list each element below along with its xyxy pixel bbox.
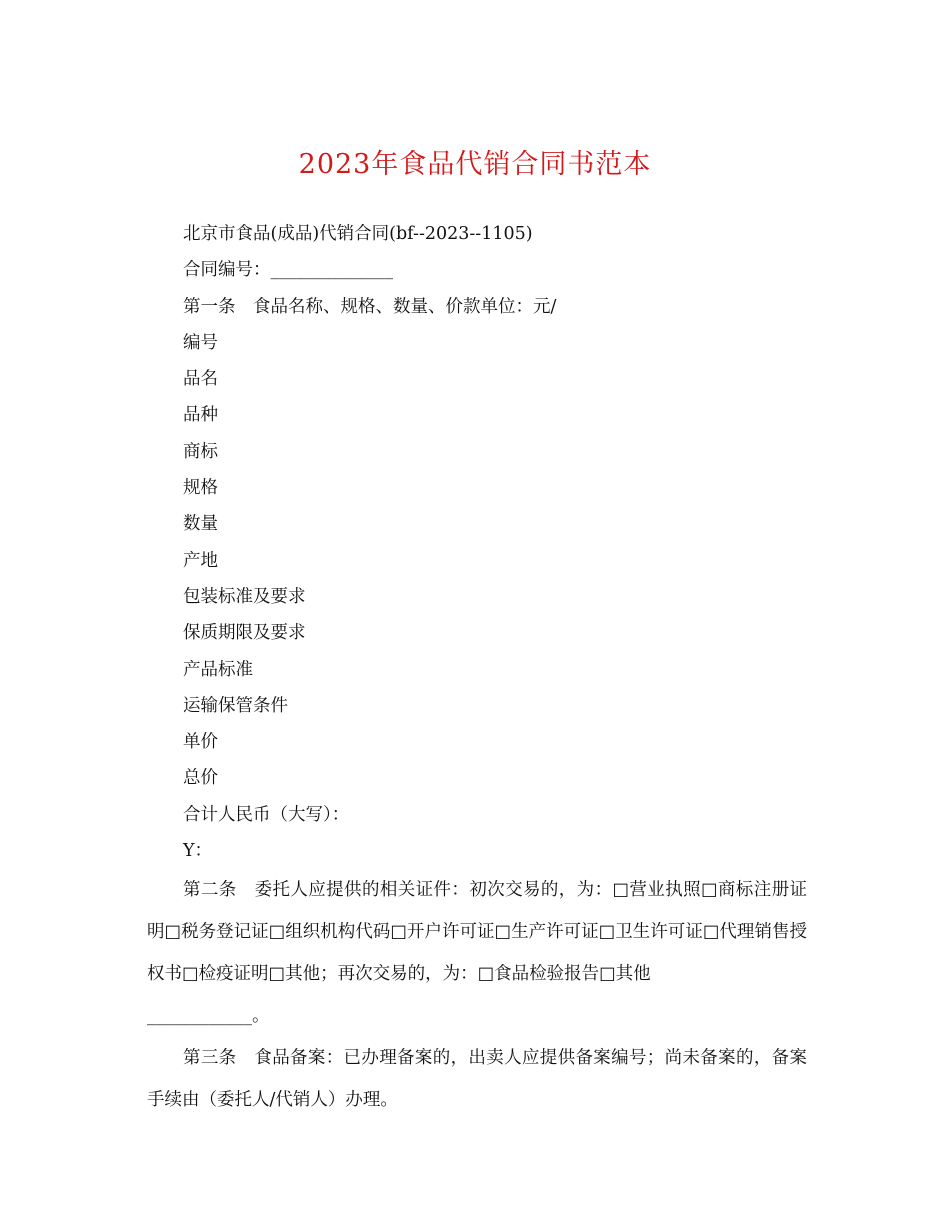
- document-body: [147, 216, 807, 1121]
- field-label: 品名: [183, 369, 218, 390]
- field-label: 总价: [183, 768, 218, 789]
- contract-number-line: 合同编号：______________: [183, 260, 393, 281]
- field-label: 商标: [183, 441, 218, 462]
- field-label: 保质期限及要求: [183, 623, 306, 644]
- document-title: 2023年食品代销合同书范本: [298, 149, 652, 180]
- field-label: 编号: [183, 332, 218, 353]
- field-label: 产品标准: [183, 659, 253, 680]
- field-label: 规格: [183, 478, 218, 499]
- contract-heading: 北京市食品(成品)代销合同(bf--2023--1105): [183, 224, 533, 244]
- field-label: 包装标准及要求: [183, 586, 306, 607]
- field-label: 产地: [183, 550, 218, 571]
- field-label: 运输保管条件: [183, 695, 288, 716]
- article-3: 第三条 食品备案：已办理备案的，出卖人应提供备案编号；尚未备案的，备案手续由（委托人/代销人）办理。: [147, 1048, 807, 1111]
- field-label: 单价: [183, 732, 218, 753]
- article-1: 第一条 食品名称、规格、数量、价款单位：元/: [183, 296, 557, 317]
- total-rmb-line: 合计人民币（大写）：: [183, 804, 350, 825]
- article-2: 第二条 委托人应提供的相关证件：初次交易的，为：□营业执照□商标注册证明□税务登记证□组织机构代码□开户许可证□生产许可证□卫生许可证□代理销售授权书□检疫证明□其他；再次交易的，为：□食品检验报告□其他: [147, 880, 807, 985]
- article-2-blank: ____________。: [147, 1006, 270, 1027]
- field-label: 数量: [183, 514, 218, 535]
- yuan-symbol-line: Y：: [183, 841, 213, 862]
- field-label: 品种: [183, 405, 218, 426]
